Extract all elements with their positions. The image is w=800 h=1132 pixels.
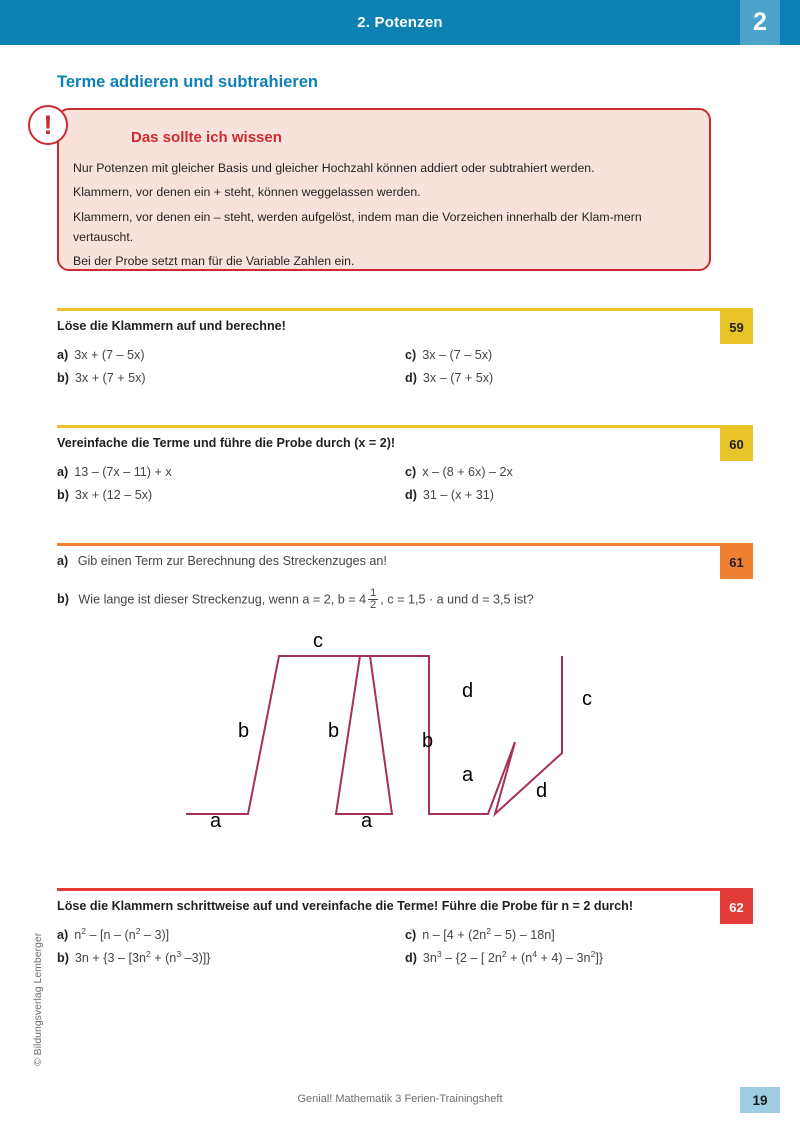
know-box	[57, 108, 711, 271]
know-box-line: Nur Potenzen mit gleicher Basis und gleicher Hochzahl können addiert oder subtrahiert werden.	[73, 161, 595, 175]
item-label: c)	[405, 464, 417, 479]
item-text: 3x + (7 + 5x)	[74, 370, 146, 385]
figure-label-a3: a	[462, 764, 474, 786]
exercise-item	[405, 925, 753, 942]
exercise-number-badge: 61	[720, 546, 753, 579]
item-text: $3n + \{3 - [3n^2 + (n^3$ –3)]}	[74, 948, 211, 965]
exercise-item	[57, 348, 405, 362]
item-label: a)	[57, 464, 69, 479]
question-b-label: b)	[57, 592, 69, 607]
exercise-item	[405, 371, 753, 385]
chapter-badge: 2	[740, 0, 780, 45]
exercise-item	[405, 948, 753, 965]
item-text: 31 – (x + 31)	[422, 487, 494, 502]
exercise-item	[405, 465, 753, 479]
item-label: c)	[405, 347, 417, 362]
exercise-number-badge: 60	[720, 428, 753, 461]
exercise-item	[405, 488, 753, 502]
exercise-row	[57, 465, 753, 479]
exercise-item	[405, 348, 753, 362]
exercise-number-badge: 62	[720, 891, 753, 924]
item-text: $3n^3 - \{2$ – [ $2n^2 + (n^4 + 4) - 3n^2$]}	[422, 948, 604, 965]
exercise-prompt: Löse die Klammern schrittweise auf und vereinfache die Terme! Führe die Probe für n = 2 durch!	[57, 898, 634, 913]
item-label: a)	[57, 927, 69, 942]
exercise-header	[57, 546, 753, 574]
item-text: $n - [4 + (2n^2 - 5) - 18n]$	[422, 925, 555, 942]
exercise-62	[57, 888, 753, 974]
question-b-text-part1: Wie lange ist dieser Streckenzug, wenn a = 2, b = 4	[78, 592, 367, 607]
question-a-label: a)	[57, 553, 69, 568]
item-text: 3x + (12 – 5x)	[74, 487, 153, 502]
question-b	[57, 588, 753, 612]
item-text: $n^2 - [n - (n^2 - 3)]$	[74, 925, 170, 942]
exercise-item	[57, 948, 405, 965]
item-text: 13 – (7x – 11) + x	[74, 464, 172, 479]
copyright-notice: © Bildungsverlag Lemberger	[32, 932, 44, 1066]
item-label: c)	[405, 927, 417, 942]
item-label: b)	[57, 370, 69, 385]
know-box-body	[73, 158, 698, 275]
figure-label-b3: b	[422, 730, 434, 752]
exercise-row	[57, 925, 753, 942]
section-title: Terme addieren und subtrahieren	[57, 73, 319, 91]
question-b-text-part2: , c = 1,5 · a und d = 3,5 ist?	[380, 592, 534, 607]
warning-exclamation-icon: !	[28, 105, 68, 145]
exercise-row	[57, 948, 753, 965]
exercise-item	[57, 371, 405, 385]
fraction-denominator: 2	[370, 599, 377, 612]
figure-label-b1: b	[238, 720, 250, 742]
figure-label-c1: c	[313, 630, 323, 652]
page-title: 2. Potenzen	[357, 14, 443, 31]
exercise-item	[57, 465, 405, 479]
exercise-row	[57, 348, 753, 362]
exercise-header	[57, 428, 753, 456]
item-label: b)	[57, 487, 69, 502]
figure-label-d2: d	[536, 780, 548, 802]
figure-label-a2: a	[361, 810, 373, 832]
exercise-prompt: Löse die Klammern auf und berechne!	[57, 318, 286, 333]
footer-page-number: 19	[740, 1087, 780, 1113]
question-a-text: Gib einen Term zur Berechnung des Streckenzuges an!	[77, 553, 387, 568]
exercise-59	[57, 308, 753, 394]
item-text: 3x – (7 – 5x)	[422, 347, 493, 362]
exercise-item	[57, 925, 405, 942]
know-box-title: Das sollte ich wissen	[131, 129, 282, 146]
item-label: b)	[57, 950, 69, 965]
know-box-line: Klammern, vor denen ein + steht, können weggelassen werden.	[73, 185, 421, 200]
exercise-prompt: Vereinfache die Terme und führe die Probe durch (x = 2)!	[57, 435, 396, 450]
exercise-row	[57, 488, 753, 502]
figure-label-d1: d	[462, 680, 474, 702]
figure-label-b2: b	[328, 720, 340, 742]
figure-label-a1: a	[210, 810, 222, 832]
exercise-header	[57, 891, 753, 919]
fraction-numerator: 1	[370, 586, 377, 599]
exercise-row	[57, 371, 753, 385]
exercise-items	[57, 348, 753, 385]
exercise-header	[57, 311, 753, 339]
item-label: d)	[405, 950, 417, 965]
exercise-items	[57, 465, 753, 502]
footer-title: Genial! Mathematik 3 Ferien-Trainingsheft	[297, 1093, 503, 1105]
exercise-number-badge: 59	[720, 311, 753, 344]
fraction-one-half	[368, 588, 378, 612]
item-text: x – (8 + 6x) – 2x	[422, 464, 513, 479]
know-box-line: Bei der Probe setzt man für die Variable Zahlen ein.	[73, 254, 355, 269]
item-label: a)	[57, 347, 69, 362]
exercise-60	[57, 425, 753, 511]
exercise-item	[57, 488, 405, 502]
figure-label-c2: c	[582, 688, 592, 710]
exercise-items	[57, 925, 753, 965]
page-header-bar	[0, 0, 800, 45]
exercise-61	[57, 543, 753, 612]
item-text: 3x + (7 – 5x)	[74, 347, 145, 362]
item-text: 3x – (7 + 5x)	[422, 370, 494, 385]
item-label: d)	[405, 487, 417, 502]
item-label: d)	[405, 370, 417, 385]
know-box-line: Klammern, vor denen ein – steht, werden aufgelöst, indem man die Vorzeichen innerhalb der Klam-mern vertauscht.	[73, 209, 642, 244]
streckenzug-figure	[150, 628, 620, 858]
